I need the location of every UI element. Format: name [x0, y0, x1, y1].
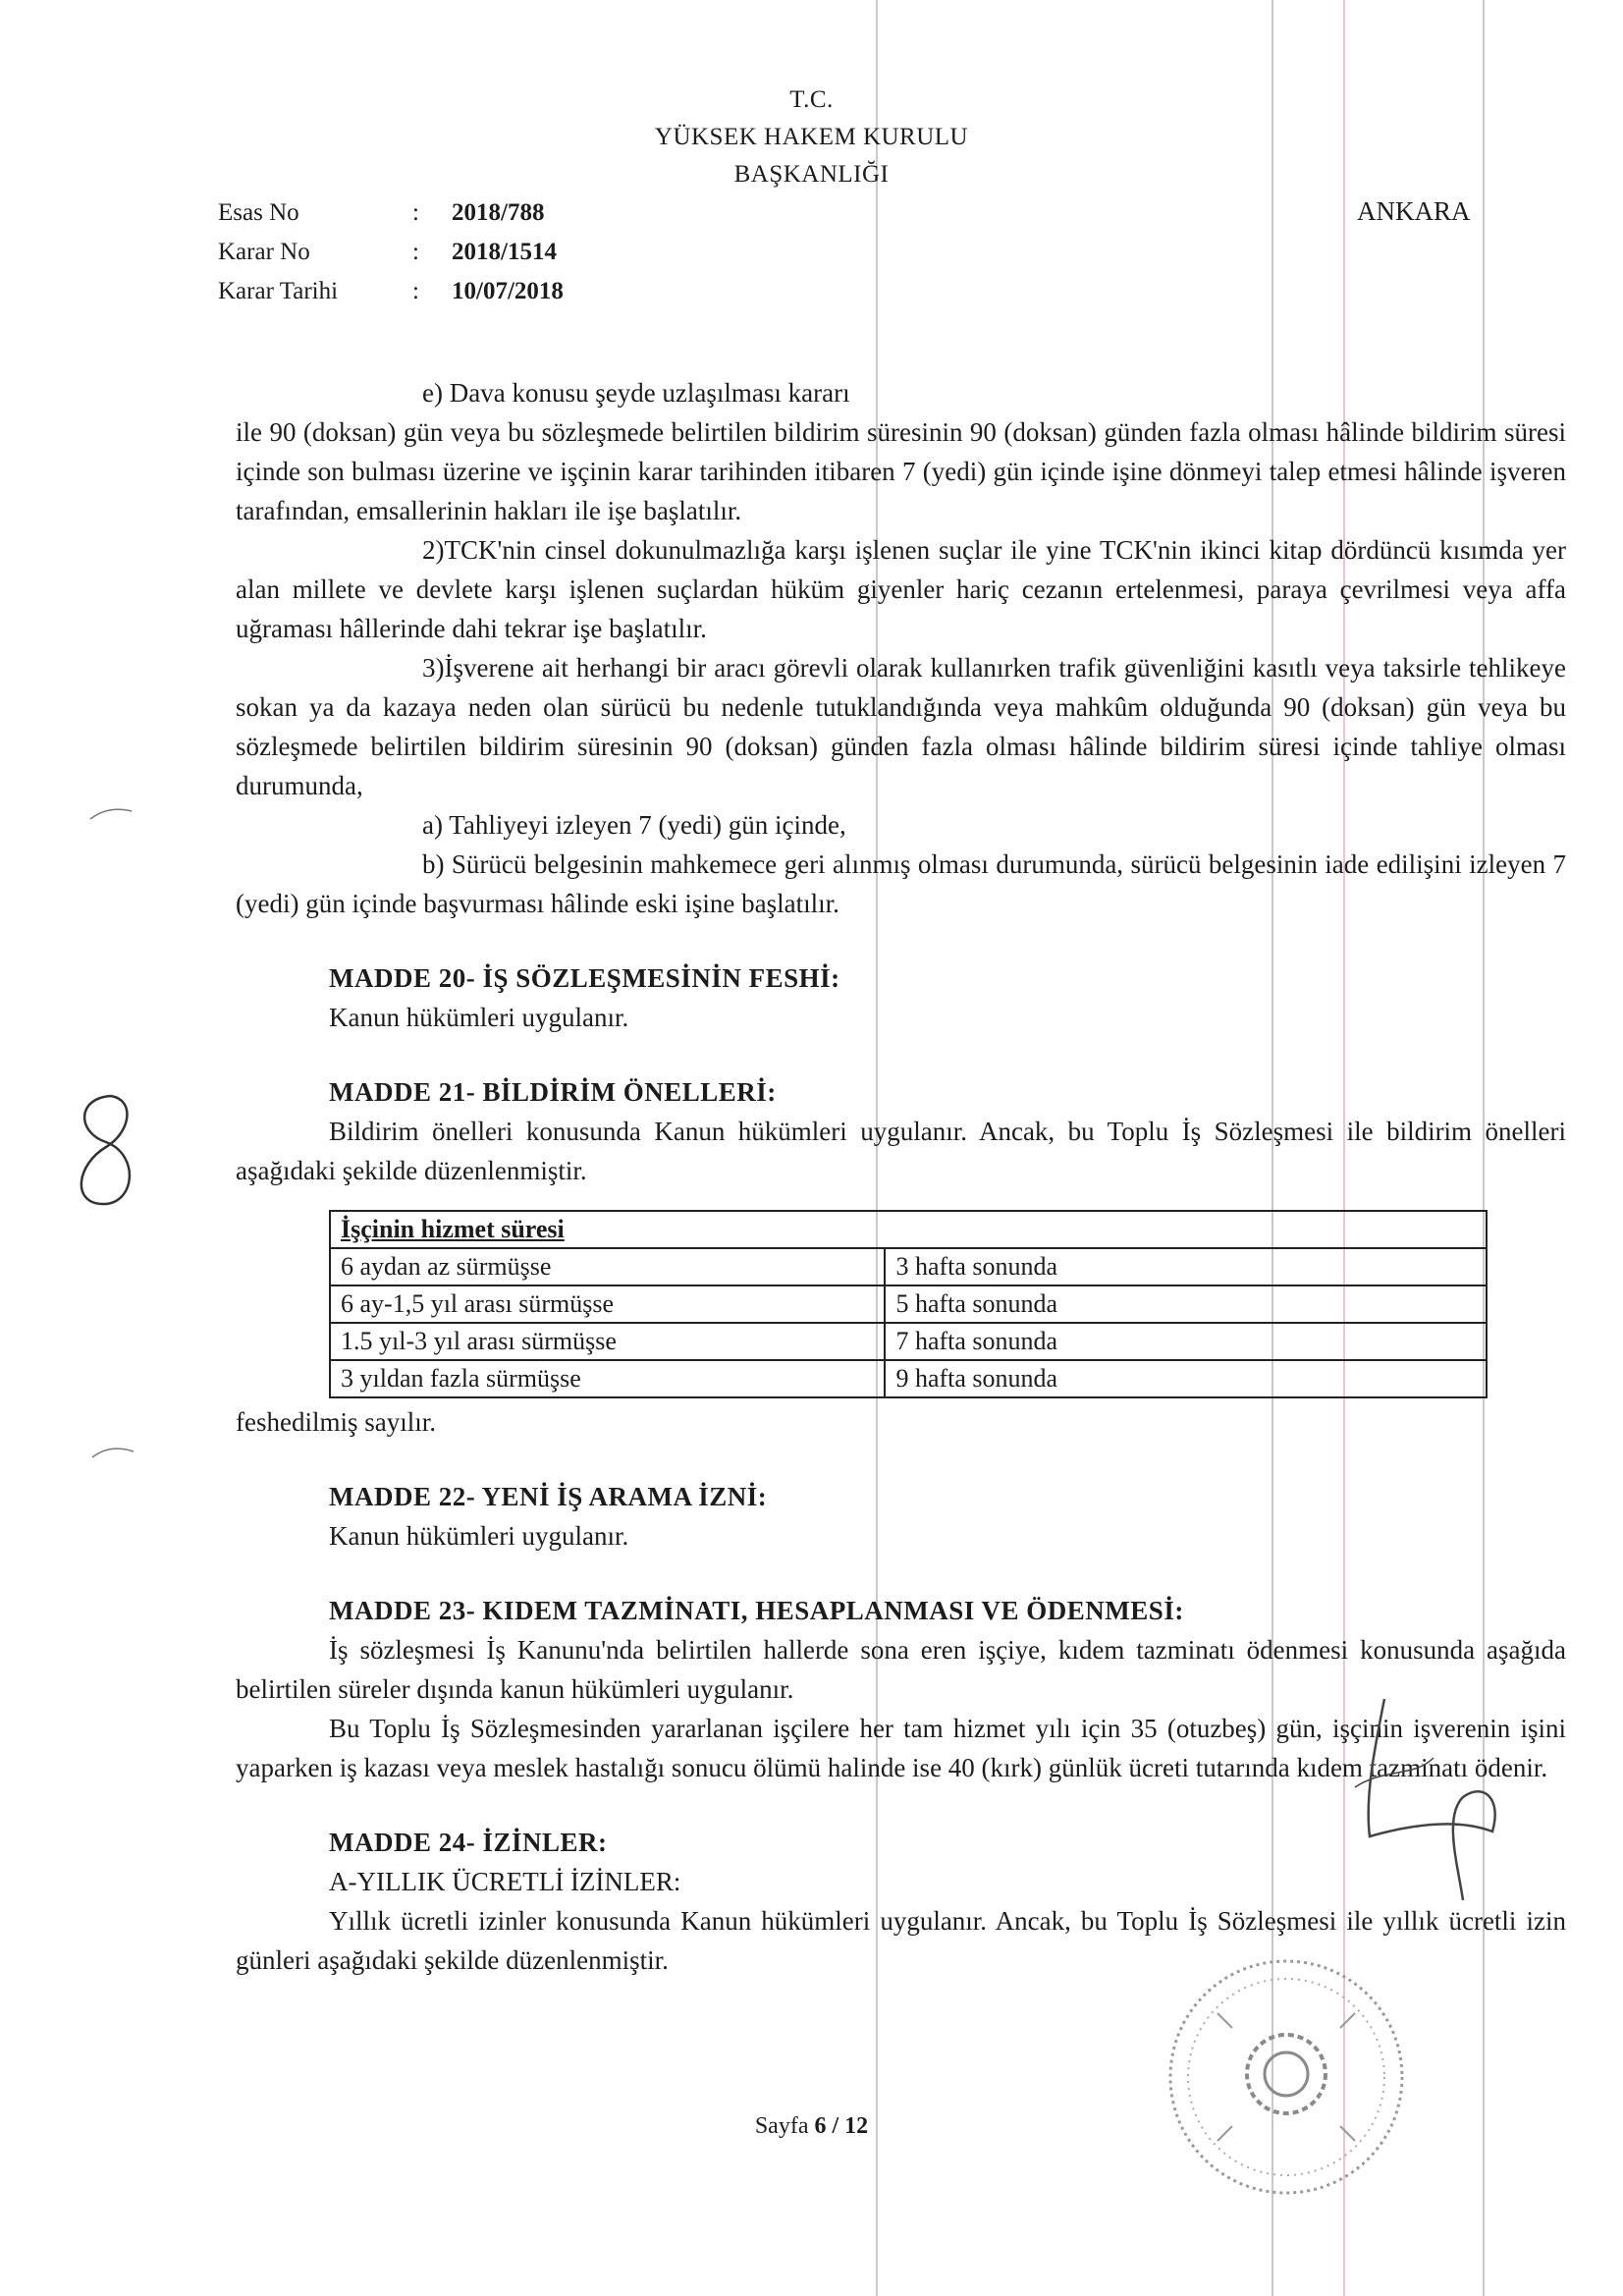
paragraph-2: 2)TCK'nin cinsel dokunulmazlığa karşı işlenen suçlar ile yine TCK'nin ikinci kitap dördüncü kısımda yer alan millete ve devlete karşı işlenen suçlardan hüküm giyenler hariç cezanın ertelenmesi, paraya çevrilmesi veya affa uğraması hâllerinde dahi tekrar işe başlatılır. — [236, 535, 1566, 643]
meta-karar — [218, 239, 557, 266]
city-label: ANKARA — [1357, 196, 1471, 226]
meta-value: 10/07/2018 — [452, 278, 564, 304]
margin-mark — [88, 803, 137, 823]
service-period-cell: 6 ay-1,5 yıl arası sürmüşse — [330, 1285, 885, 1323]
paragraph-e-continued: ile 90 (doksan) gün veya bu sözleşmede belirtilen bildirim süresinin 90 (doksan) günden fazla olması hâlinde bildirim süresi içinde son bulması üzerine ve işçinin karar tarihinden itibaren 7 (yedi) gün içinde işine dönmeyi talep etmesi hâlinde işveren tarafından, emsallerinin hakları ile işe başlatılır. — [236, 417, 1566, 525]
article-24-subtitle: A-YILLIK ÜCRETLİ İZİNLER: — [329, 1867, 681, 1896]
meta-sep: : — [412, 239, 419, 265]
table-row — [330, 1323, 1487, 1360]
paragraph-3: 3)İşverene ait herhangi bir aracı görevli olarak kullanırken trafik güvenliğini kasıtlı veya taksirle tehlikeye sokan ya da kazaya neden olan sürücü bu nedenle tutuklandığında veya mahkûm olduğunda 90 (doksan) gün veya bu sözleşmede belirtilen bildirim süresinin 90 (doksan) günden fazla olması hâlinde bildirim süresi içinde tahliye olması durumunda, — [236, 653, 1566, 800]
article-23-paragraph-2: Bu Toplu İş Sözleşmesinden yararlanan işçilere her tam hizmet yılı için 35 (otuzbeş) gün, işçinin işverenin işini yaparken iş kazası veya meslek hastalığı sonucu ölümü halinde ise 40 (kırk) günlük ücreti tutarında kıdem tazminatı ödenir. — [236, 1714, 1566, 1782]
meta-value: 2018/788 — [452, 199, 545, 226]
header-presidency: BAŞKANLIĞI — [733, 161, 890, 188]
meta-esas — [218, 199, 544, 227]
notice-period-cell: 9 hafta sonunda — [885, 1360, 1487, 1397]
paragraph-e: e) Dava konusu şeyde uzlaşılması kararı — [422, 378, 850, 408]
article-21-title: MADDE 21- BİLDİRİM ÖNELLERİ: — [329, 1077, 777, 1107]
header-institution: YÜKSEK HAKEM KURULU — [654, 124, 969, 150]
article-23-paragraph-1: İş sözleşmesi İş Kanunu'nda belirtilen hallerde sona eren işçiye, kıdem tazminatı ödenmesi konusunda aşağıda belirtilen süreler dışında kanun hükümleri uygulanır. — [236, 1635, 1566, 1704]
meta-value: 2018/1514 — [452, 239, 557, 265]
table-header-row — [330, 1211, 1487, 1248]
page-total: 12 — [844, 2113, 869, 2139]
meta-sep: : — [412, 199, 419, 226]
table-header-cell: İşçinin hizmet süresi — [330, 1211, 1487, 1248]
service-period-cell: 3 yıldan fazla sürmüşse — [330, 1360, 885, 1397]
page-separator: / — [826, 2113, 845, 2139]
article-21-text: Bildirim önelleri konusunda Kanun hükümleri uygulanır. Ancak, bu Toplu İş Sözleşmesi ile bildirim önelleri aşağıdaki şekilde düzenlenmiştir. — [236, 1117, 1566, 1185]
after-table-text: feshedilmiş sayılır. — [236, 1407, 436, 1437]
notice-period-cell: 7 hafta sonunda — [885, 1323, 1487, 1360]
meta-tarih — [218, 278, 564, 305]
table-row — [330, 1285, 1487, 1323]
notice-period-table — [329, 1210, 1488, 1398]
meta-key: Esas No — [218, 199, 299, 226]
page-number: 6 — [814, 2113, 827, 2139]
article-23-title: MADDE 23- KIDEM TAZMİNATI, HESAPLANMASI VE ÖDENMESİ: — [329, 1596, 1184, 1625]
notice-period-cell: 3 hafta sonunda — [885, 1248, 1487, 1285]
table-row — [330, 1248, 1487, 1285]
official-seal-stamp — [1159, 1954, 1414, 2200]
article-24-title: MADDE 24- İZİNLER: — [329, 1828, 608, 1857]
article-20-text: Kanun hükümleri uygulanır. — [329, 1003, 629, 1032]
article-24-text: Yıllık ücretli izinler konusunda Kanun hükümleri uygulanır. Ancak, bu Toplu İş Sözleşmesi ile yıllık ücretli izin günleri aşağıdaki şekilde düzenlenmiştir. — [236, 1906, 1566, 1975]
service-period-cell: 6 aydan az sürmüşse — [330, 1248, 885, 1285]
signature-scribble — [1345, 1689, 1512, 1905]
meta-key: Karar No — [218, 239, 310, 265]
article-22-title: MADDE 22- YENİ İŞ ARAMA İZNİ: — [329, 1482, 768, 1511]
header-tc: T.C. — [789, 86, 834, 113]
paragraph-3a: a) Tahliyeyi izleyen 7 (yedi) gün içinde, — [422, 810, 846, 840]
margin-mark — [90, 1442, 139, 1461]
article-20-title: MADDE 20- İŞ SÖZLEŞMESİNİN FESHİ: — [329, 963, 840, 993]
handwritten-number-8 — [57, 1088, 155, 1216]
meta-sep: : — [412, 278, 419, 304]
table-row — [330, 1360, 1487, 1397]
notice-period-cell: 5 hafta sonunda — [885, 1285, 1487, 1323]
article-22-text: Kanun hükümleri uygulanır. — [329, 1521, 629, 1551]
service-period-cell: 1.5 yıl-3 yıl arası sürmüşse — [330, 1323, 885, 1360]
page-prefix: Sayfa — [754, 2113, 815, 2139]
paragraph-3b: b) Sürücü belgesinin mahkemece geri alınmış olması durumunda, sürücü belgesinin iade edilişini izleyen 7 (yedi) gün içinde başvurması hâlinde eski işine başlatılır. — [236, 849, 1566, 918]
meta-key: Karar Tarihi — [218, 278, 339, 304]
